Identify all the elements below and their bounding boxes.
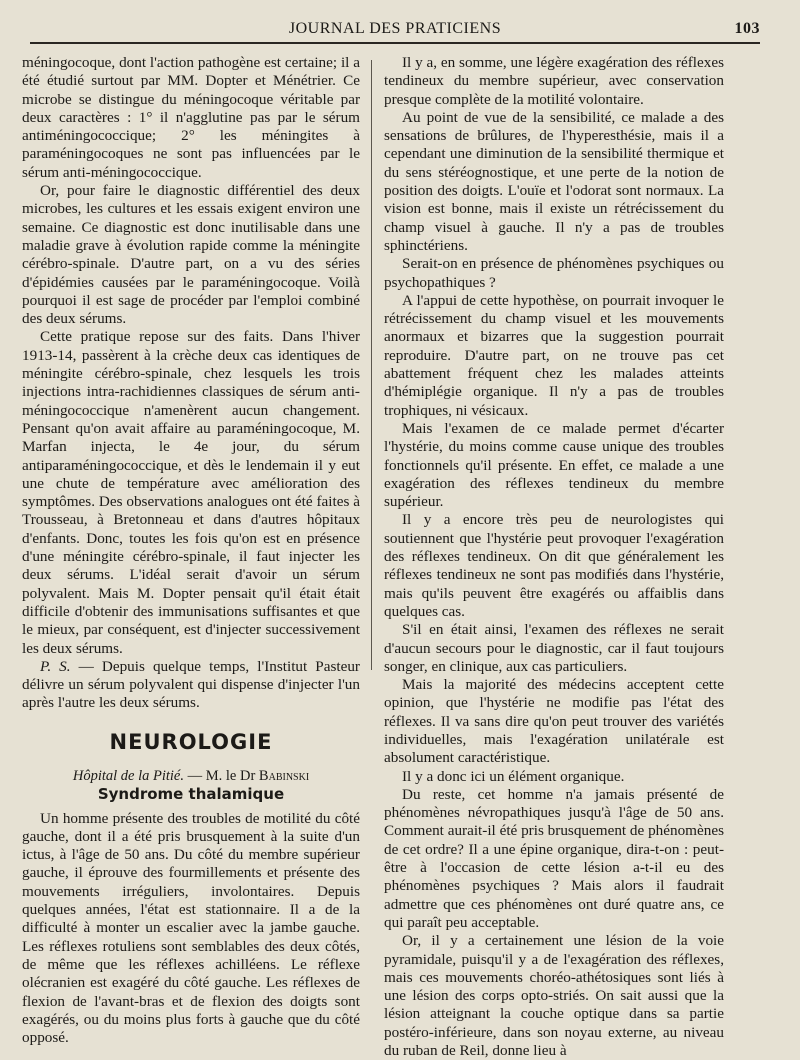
paragraph: Mais l'examen de ce malade permet d'écarter l'hystérie, du moins comme cause unique des troubles fonctionnels qu'il présente. En effet, ce malade a une exagération des réflexes tendineux du membre supérieur. bbox=[384, 419, 724, 511]
paragraph: Il y a donc ici un élément organique. bbox=[402, 767, 625, 785]
paragraph: Or, il y a certainement une lésion de la voie pyramidale, puisqu'il y a de l'exagération des réflexes, mais ces mouvements choréo-athétosiques sont liés à une lésion des corps opto-striés. On sait aussi que la lésion atteignant la couche optique dans sa partie postéro-inférieure, dans son noyau externe, au niveau du ruban de Reil, donne lieu à bbox=[384, 932, 724, 1060]
author-prefix: — M. le Dr bbox=[184, 767, 259, 784]
column-divider bbox=[371, 60, 372, 670]
right-column bbox=[384, 54, 724, 1060]
paragraph: Mais la majorité des médecins acceptent cette opinion, que l'hystérie ne modifie pas l'état des réflexes. Il va sans dire qu'on peut trouver des variétés individuelles, mais l'exagération unilatérale est absolument caractéristique. bbox=[384, 676, 724, 767]
lecture-title: Syndrome thalamique bbox=[97, 785, 285, 804]
paragraph: méningocoque, dont l'action pathogène est certaine; il a été étudié surtout par MM. Dopter et Ménétrier. Ce microbe se distingue du méningocoque véritable par deux caractères : 1° il n'agglutine pas par le sérum antiméningococcique; 2° les méningites à paraméningocoques ne sont pas influencées par le sérum anti-méningococcique. bbox=[22, 54, 360, 181]
page-header bbox=[30, 14, 760, 42]
section-title: NEUROLOGIE bbox=[109, 729, 273, 754]
paragraph: Du reste, cet homme n'a jamais présenté de phénomènes névropathiques jusqu'à l'âge de 50 ans. Comment aurait-il été pris brusquement de phénomènes de cet ordre? Il a une épine organique, dira-t-on : peut-être à l'occasion de cette lésion a-t-il eu des phénomènes psychiques ? Mais alors il faudrait admettre que ces phénomènes ont duré quatre ans, ce qui paraît peu acceptable. bbox=[384, 785, 724, 931]
paragraph: Il y a encore très peu de neurologistes qui soutiennent que l'hystérie peut provoquer l'exagération des réflexes tendineux. On dit que généralement les réflexes tendineux ne sont pas modifiés dans l'hystérie, mais qu'ils peuvent être exagérés ou affaiblis dans quelques cas. bbox=[384, 511, 724, 620]
paragraph: Au point de vue de la sensibilité, ce malade a des sensations de brûlures, de l'hyperesthésie, mais il a cependant une diminution de la sensibilité thermique et du sens stéréognostique, et une perte de la notion de position des doigts. L'ouïe et l'odorat sont normaux. La vision est bonne, mais il existe un rétrécissement du champ visuel à gauche. Il n'y a pas de troubles sphinctériens. bbox=[384, 108, 724, 254]
paragraph: A l'appui de cette hypothèse, on pourrait invoquer le rétrécissement du champ visuel et les mouvements anormaux et bizarres que la suggestion pourrait reproduire. D'autre part, on ne trouve pas cet abattement fréquent chez les malades atteints d'hémiplégie organique. Il n'y a pas de troubles trophiques, ni vésicaux. bbox=[384, 291, 724, 419]
header-rule bbox=[30, 42, 760, 44]
lecture-byline bbox=[22, 767, 360, 785]
paragraph: Il y a, en somme, une légère exagération des réflexes tendineux du membre supérieur, avec conservation presque complète de la motilité volontaire. bbox=[384, 54, 724, 108]
running-title: JOURNAL DES PRATICIENS bbox=[288, 20, 502, 37]
page-number: 103 bbox=[734, 20, 760, 37]
author-name: Babinski bbox=[258, 767, 310, 784]
hospital-name: Hôpital de la Pitié. bbox=[72, 767, 184, 784]
postscript-label: P. S. bbox=[40, 657, 71, 675]
paragraph: Or, pour faire le diagnostic différentiel des deux microbes, les cultures et les essais exigent environ une semaine. Ce diagnostic est donc inutilisable dans une maladie grave à évolution rapide comme la méningite cérébro-spinale. D'autre part, on a vu des séries d'épidémies causées par le paraméningocoque. Voilà pourquoi il est sage de procéder par l'emploi combiné des deux sérums. bbox=[22, 182, 360, 328]
postscript bbox=[22, 658, 360, 713]
left-column bbox=[22, 54, 360, 1047]
paragraph: S'il en était ainsi, l'examen des réflexes ne serait d'aucun secours pour le diagnostic, car il faut toujours songer, en clinique, aux cas particuliers. bbox=[384, 621, 724, 675]
paragraph: Cette pratique repose sur des faits. Dans l'hiver 1913-14, passèrent à la crèche deux cas identiques de méningite cérébro-spinale, chez lesquels les trois injections intra-rachidiennes classiques de sérum anti-méningococcique n'amenèrent aucun changement. Pensant qu'on avait affaire au paraméningocoque, M. Marfan injecta, le 4e jour, du sérum antiparaméningococcique, et dès le lendemain il y eut une chute de température avec amélioration des symptômes. Des observations analogues ont été faites à Trousseau, à Bretonneau et dans d'autres hôpitaux d'enfants. Donc, toutes les fois qu'on est en présence d'une méningite cérébro-spinale, il faut injecter les deux sérums. L'idéal serait d'avoir un sérum polyvalent. Mais M. Dopter pensait qu'il était était difficile d'obtenir des immunisations suffisantes et que le mieux, par conséquent, est d'injecter successivement les deux sérums. bbox=[22, 328, 360, 657]
paragraph: Serait-on en présence de phénomènes psychiques ou psychopathiques ? bbox=[384, 255, 724, 291]
postscript-text: — Depuis quelque temps, l'Institut Pasteur délivre un sérum polyvalent qui dispense d'injecter l'un après l'autre les deux sérums. bbox=[22, 657, 360, 712]
paragraph: Un homme présente des troubles de motilité du côté gauche, dont il a été pris brusquement à la suite d'un ictus, à l'âge de 50 ans. Du côté du membre supérieur gauche, il éprouve des fourmillements et présente des mouvements irréguliers, involontaires. Depuis quelques années, l'état est stationnaire. Il a de la difficulté à monter un escalier avec la jambe gauche. Les réflexes rotuliens sont semblables des deux côtés, de même que les réflexes achilléens. Le réflexe olécranien est exagéré du côté gauche. Les réflexes de flexion de l'avant-bras et de flexion des doigts sont exagérés, ou du moins plus forts à gauche que du côté opposé. bbox=[22, 809, 360, 1047]
